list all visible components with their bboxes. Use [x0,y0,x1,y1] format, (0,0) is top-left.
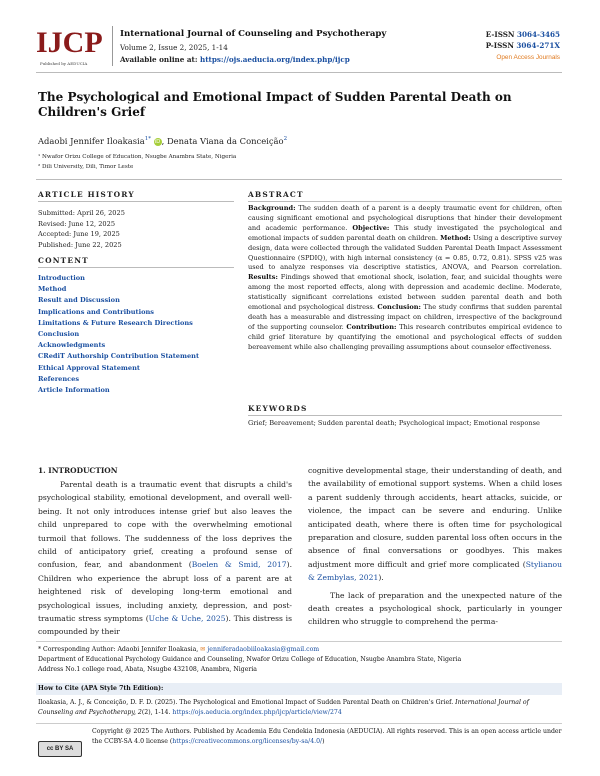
toc-item[interactable]: References [38,374,80,383]
article-title: The Psychological and Emotional Impact of Sudden Parental Death on Children's Grief [38,90,512,119]
toc-item[interactable]: CRediT Authorship Contribution Statement [38,352,200,361]
intro-right-column: cognitive developmental stage, their understanding of death, and the availability of emotional support systems. When a child loses a parent suddenly through accidents, heart attacks, suicide, or violence, the impact can be severe and enduring. Unlike anticipated death, where there is often time for psychological preparation and closure, sudden parental loss often occurs in the absence of final conversations or goodbyes. This makes adjustment more difficult and grief more complicated (Stylianou & Zembylas, 2021). The lack of preparation and the unexpected nature of the death creates a psychological shock, particularly in younger children who struggle to comprehend the perma- [308,466,562,627]
affiliation-1: ¹ Nwafor Orizu College of Education, Nsugbe Anambra State, Nigeria [38,154,237,160]
history-heading: ARTICLE HISTORY [38,190,135,199]
online-line: Available online at: https://ojs.aeducia.org/index.php/ijcp [120,55,350,64]
citation-text: Iloakasia, A. J., & Conceição, D. F. D. (2025). The Psychological and Emotional Impact of Sudden Parental Death on Children's Grief. International Journal of Counseling and Psychotherapy, 2(2), 1-14. https://ojs.aeducia.org/index.php/ijcp/article/view/274 [38,699,529,716]
journal-title: International Journal of Counseling and Psychotherapy [120,29,387,39]
keywords-heading: KEYWORDS [248,404,308,413]
volume-line: Volume 2, Issue 2, 2025, 1-14 [120,43,228,52]
corresponding-author: * Corresponding Author: Adaobi Jennifer Iloakasia, ✉ jenniferadaobiiloakasia@gmail.com [38,646,320,653]
intro-left-column: Parental death is a traumatic event that disrupts a child's psychological stability, emotional development, and overall well-being. It not only introduces intense grief but also leaves the child unprepared to cope with the overwhelming emotional turmoil that follows. The suddenness of the loss deprives the child of anticipatory grief, creating a profound sense of confusion, fear, and abandonment (Boelen & Smid, 2017). Children who experience the abrupt loss of a parent are at heightened risk of developing long-term emotional and psychological issues, including anxiety, depression, and post-traumatic stress symptoms (Uche & Uche, 2025). This distress is compounded by their [38,480,292,637]
intro-heading: 1. INTRODUCTION [38,466,118,475]
keywords-text: Grief; Bereavement; Sudden parental death; Psychological impact; Emotional response [248,419,540,427]
history-list: Submitted: April 26, 2025 Revised: June 12, 2025 Accepted: June 19, 2025 Published: June 22, 2025 [38,209,125,249]
abstract-heading: ABSTRACT [248,190,304,199]
table-of-contents [38,273,199,396]
citation-link[interactable]: Boelen & Smid, 2017 [191,560,287,570]
toc-item[interactable]: Method [38,285,67,294]
department: Department of Educational Psychology Guidance and Counseling, Nwafor Orizu College of Education, Nsugbe Anambra State, Nigeria [38,656,462,663]
mail-icon: ✉ [200,646,208,653]
citation-link[interactable]: Uche & Uche, 2025 [148,614,226,624]
toc-item[interactable]: Introduction [38,274,85,282]
affiliation-2: ² Dili University, Dili, Timor Leste [38,164,134,170]
toc-item[interactable]: Result and Discussion [38,296,120,305]
logo-publisher: Published by AEDUCIA [40,61,88,66]
title-rule [36,179,562,180]
cc-license-badge[interactable]: cc BY SA [38,741,82,757]
author-line: Adaobi Jennifer Iloakasia$^{1*}$ iD, Denata Viana da Conceição$^2$ [38,136,288,146]
license-link[interactable]: https://creativecommons.org/licenses/by-sa/4.0/ [172,738,323,745]
how-to-cite-label: How to Cite (APA Style 7th Edition): [38,685,164,692]
pissn-value: 3064-271X [516,41,560,50]
toc-item[interactable]: Acknowledgments [38,341,106,350]
toc-item[interactable]: Article Information [38,386,110,395]
journal-logo: IJCP [36,26,103,59]
address: Address No.1 college road, Abata, Nsugbe 432108, Anambra, Nigeria [38,666,257,673]
issn-block: E-ISSN 3064-3465 P-ISSN 3064-271X [485,30,560,50]
toc-item[interactable]: Implications and Contributions [38,307,155,316]
header-divider [112,26,113,66]
article-url-link[interactable]: https://ojs.aeducia.org/index.php/ijcp/article/view/274 [172,709,342,716]
eissn-value: 3064-3465 [517,30,560,39]
orcid-icon[interactable]: iD [155,139,161,145]
open-access-label: Open Access Journals [496,54,560,61]
email-link[interactable]: jenniferadaobiiloakasia@gmail.com [207,646,320,653]
content-heading: CONTENT [38,256,89,265]
copyright-text: Copyright @ 2025 The Authors. Published by Academia Edu Cendekia Indonesia (AEDUCIA). All rights reserved. This is an open access article under the CCBY-SA 4.0 license (https://creativecommons.org/licenses/by-sa/4.0/) [92,728,562,745]
header-rule [36,72,562,73]
abstract-text: Background: The sudden death of a parent is a deeply traumatic event for children, often causing significant emotional and psychological disruptions that hinder their development and academic performance. Objective: This study investigated the psychological and emotional impacts of sudden parental death on children. Method: Using a descriptive survey design, data were collected through the validated Sudden Parental Death Impact Assessment Questionnaire (SPDIQ), with high internal consistency (α = 0.85, 0.72, 0.81). SPSS v25 was used to analyze responses via descriptive statistics, ANOVA, and Pearson correlation. Results: Findings showed that emotional shock, isolation, fear, and suicidal thoughts were among the most reported effects, along with depression and academic decline. Moderate, statistically significant correlations existed between sudden parental death and both emotional and psychological distress. Conclusion: The study confirms that sudden parental death has a measurable and distressing impact on children, irrespective of the background of the supporting counselor. Contribution: This research contributes empirical evidence to child grief literature by quantifying the emotional and psychological effects of sudden bereavement while also challenging prevailing assumptions about counselor effectiveness. [248,204,562,351]
toc-item[interactable]: Conclusion [38,330,80,339]
toc-item[interactable]: Limitations & Future Research Directions [38,318,193,327]
journal-url-link[interactable]: https://ojs.aeducia.org/index.php/ijcp [199,55,350,64]
citation-link[interactable]: Stylianou & Zembylas, 2021 [308,559,562,583]
toc-item[interactable]: Ethical Approval Statement [38,363,140,372]
